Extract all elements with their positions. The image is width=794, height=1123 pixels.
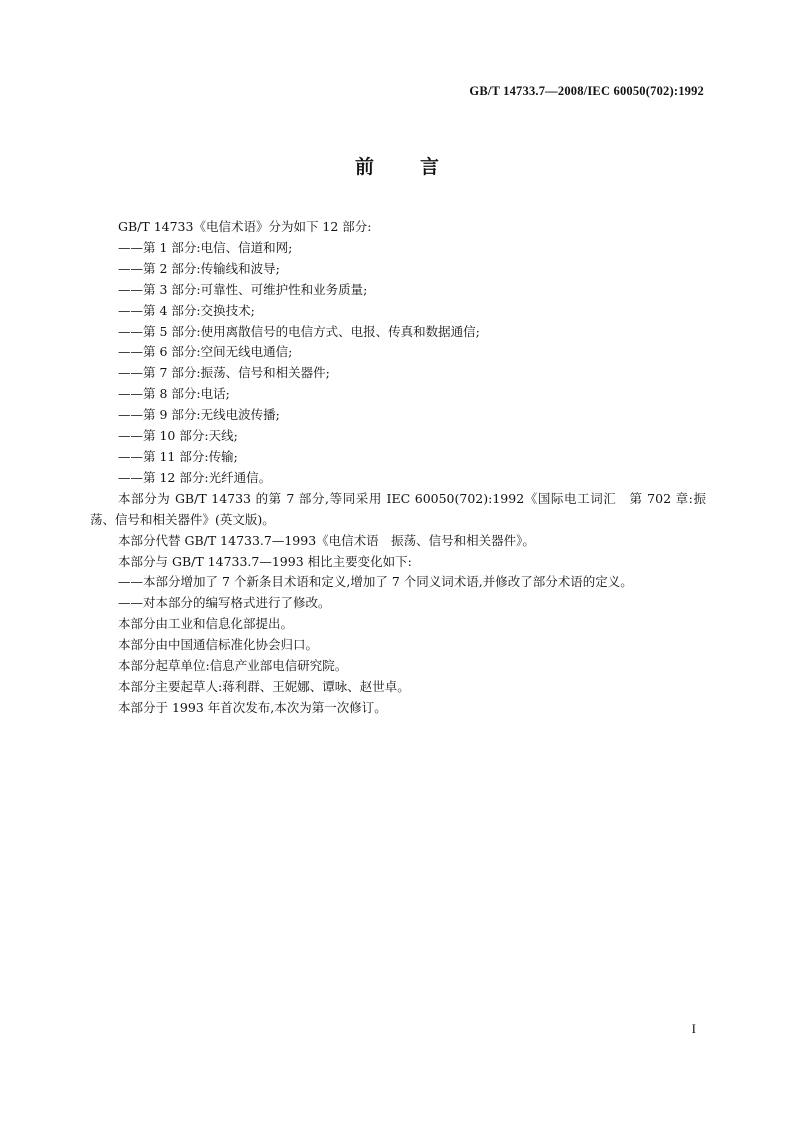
list-item-part-10: ——第 10 部分:天线;	[118, 428, 238, 444]
list-item-part-3: ——第 3 部分:可靠性、可维护性和业务质量;	[118, 281, 368, 297]
paragraph-changes: 本部分与 GB/T 14733.7—1993 相比主要变化如下:	[118, 553, 412, 569]
paragraph-intro: GB/T 14733《电信术语》分为如下 12 部分:	[118, 219, 372, 234]
list-item-part-12: ——第 12 部分:光纤通信。	[118, 469, 272, 485]
list-item-part-1: ——第 1 部分:电信、信道和网;	[118, 239, 293, 255]
paragraph-replaces: 本部分代替 GB/T 14733.7—1993《电信术语 振荡、信号和相关器件》。	[118, 532, 535, 548]
foreword-body	[90, 217, 706, 719]
page-title	[0, 152, 794, 179]
paragraph-history: 本部分于 1993 年首次发布,本次为第一次修订。	[118, 699, 387, 715]
change-item-1: ——本部分增加了 7 个新条目术语和定义,增加了 7 个同义词术语,并修改了部分术语的定义。	[118, 574, 633, 590]
paragraph-proposed-by: 本部分由工业和信息化部提出。	[118, 616, 294, 632]
title-char-2: 言	[420, 156, 440, 178]
list-item-part-7: ——第 7 部分:振荡、信号和相关器件;	[118, 365, 330, 381]
paragraph-drafting-unit: 本部分起草单位:信息产业部电信研究院。	[118, 658, 348, 674]
standard-code-header: GB/T 14733.7—2008/IEC 60050(702):1992	[469, 84, 704, 98]
list-item-part-2: ——第 2 部分:传输线和波导;	[118, 260, 280, 276]
list-item-part-8: ——第 8 部分:电话;	[118, 386, 230, 402]
list-item-part-5: ——第 5 部分:使用离散信号的电信方式、电报、传真和数据通信;	[118, 323, 480, 339]
list-item-part-9: ——第 9 部分:无线电波传播;	[118, 407, 280, 423]
page-number: I	[691, 1021, 696, 1036]
list-item-part-11: ——第 11 部分:传输;	[118, 448, 238, 464]
list-item-part-4: ——第 4 部分:交换技术;	[118, 302, 255, 318]
paragraph-drafters: 本部分主要起草人:蒋利群、王妮娜、谭咏、赵世卓。	[118, 678, 410, 694]
change-item-2: ——对本部分的编写格式进行了修改。	[118, 595, 331, 611]
paragraph-adoption: 本部分为 GB/T 14733 的第 7 部分,等同采用 IEC 60050(702):1992《国际电工词汇 第 702 章:振荡、信号和相关器件》(英文版)。	[90, 490, 706, 527]
list-item-part-6: ——第 6 部分:空间无线电通信;	[118, 344, 293, 360]
title-char-1: 前	[354, 156, 374, 178]
paragraph-centralized-by: 本部分由中国通信标准化协会归口。	[118, 637, 319, 653]
